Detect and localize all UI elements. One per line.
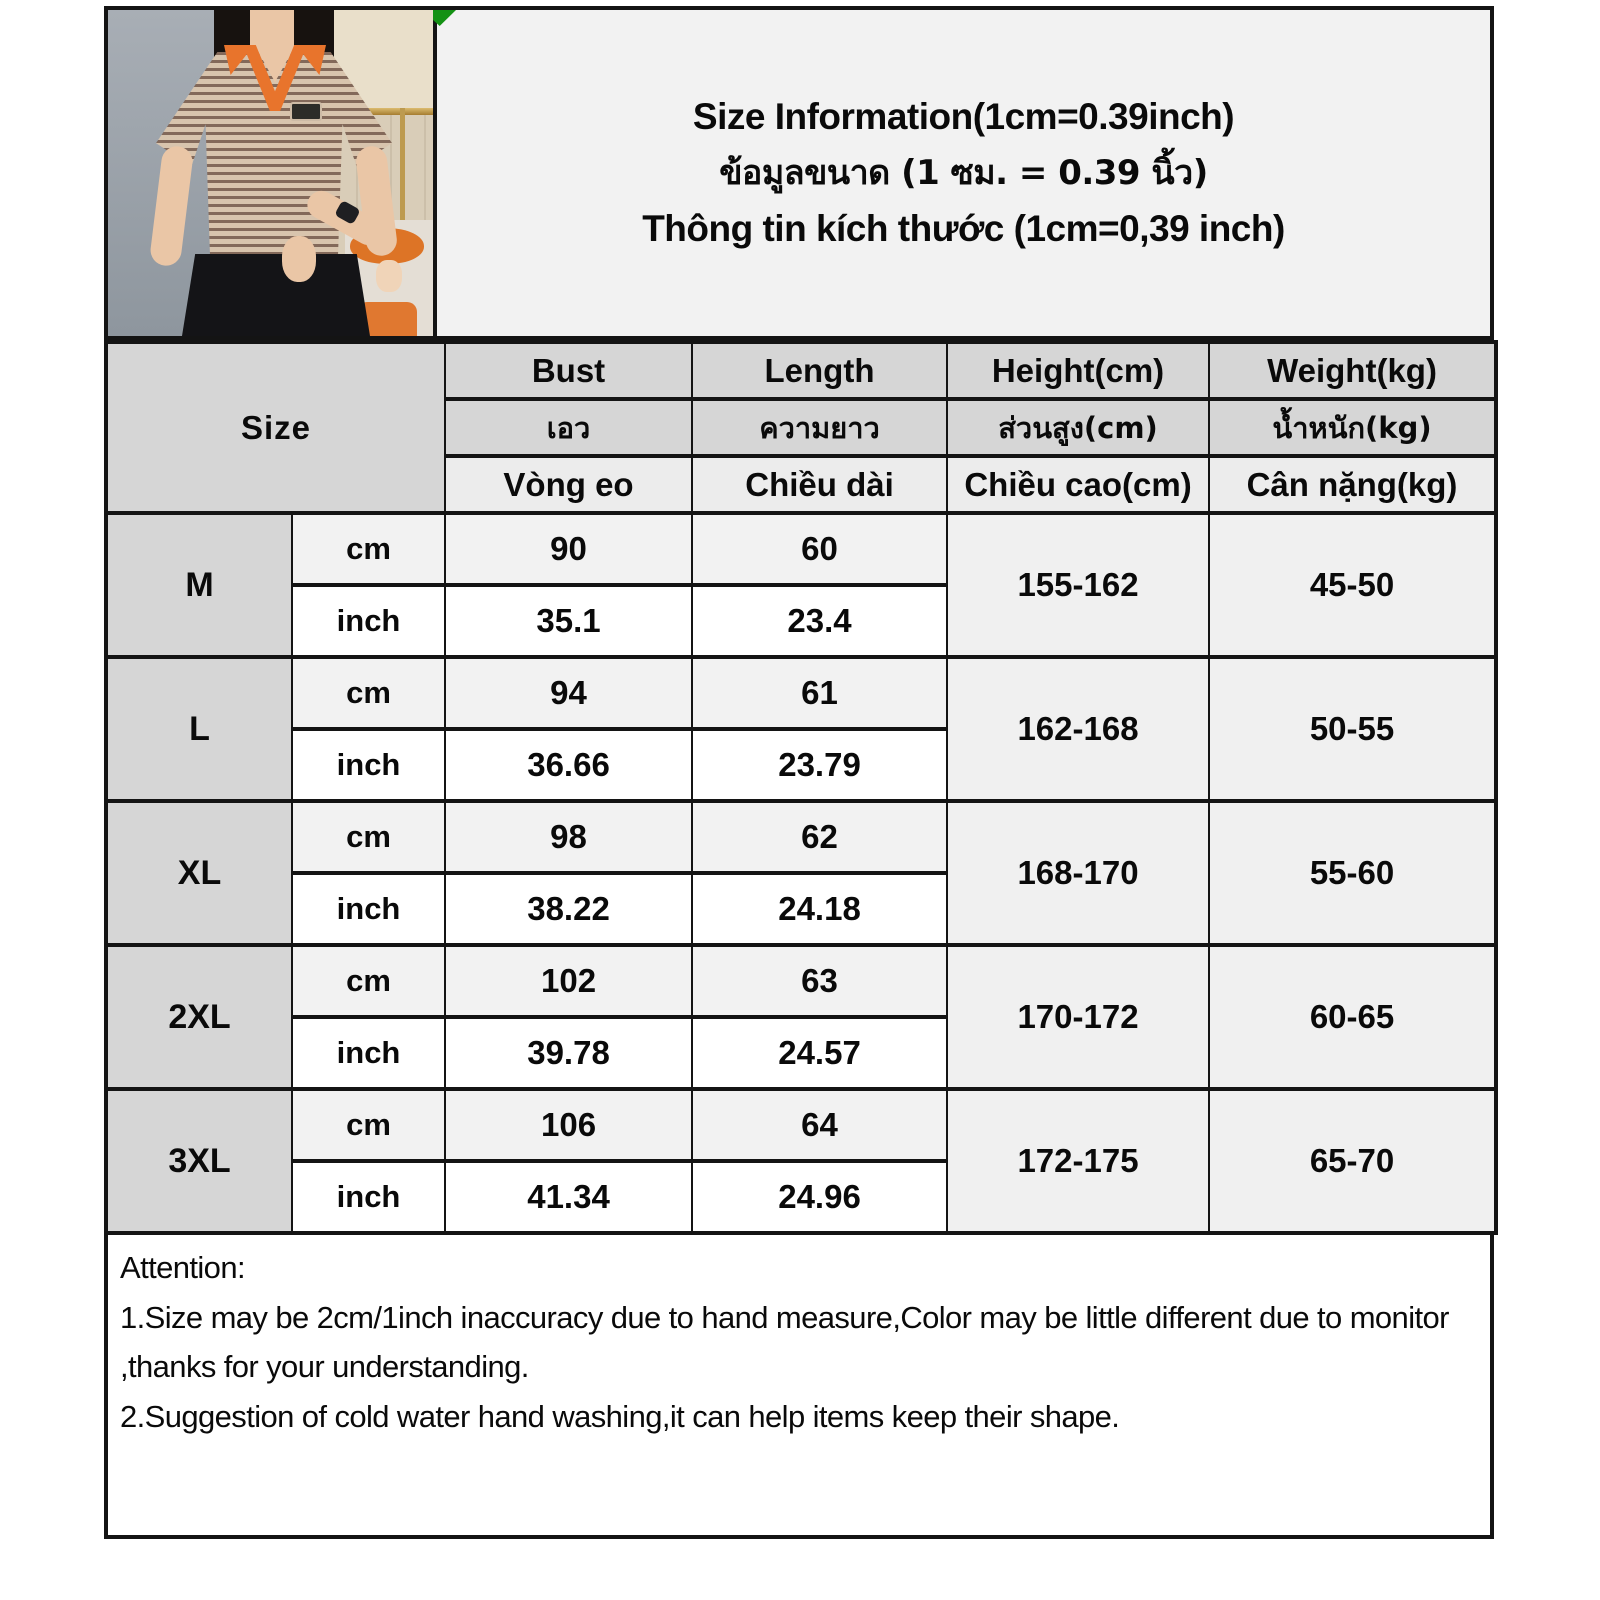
bust-inch: 35.1 bbox=[445, 585, 692, 657]
length-inch: 23.79 bbox=[692, 729, 947, 801]
bust-cm: 94 bbox=[445, 657, 692, 729]
length-inch: 24.96 bbox=[692, 1161, 947, 1233]
bust-cm: 90 bbox=[445, 513, 692, 585]
bust-cm: 98 bbox=[445, 801, 692, 873]
title-vietnamese: Thông tin kích thước (1cm=0,39 inch) bbox=[642, 208, 1285, 249]
table-row bbox=[106, 657, 1496, 729]
length-inch: 23.4 bbox=[692, 585, 947, 657]
weight-range: 65-70 bbox=[1209, 1089, 1496, 1233]
bust-cm: 106 bbox=[445, 1089, 692, 1161]
size-2xl: 2XL bbox=[106, 945, 292, 1089]
length-inch: 24.18 bbox=[692, 873, 947, 945]
unit-inch: inch bbox=[292, 585, 445, 657]
col-weight-vi: Cân nặng(kg) bbox=[1209, 456, 1496, 513]
table-row bbox=[106, 513, 1496, 585]
polo-chest-badge bbox=[290, 102, 322, 121]
col-bust-vi: Vòng eo bbox=[445, 456, 692, 513]
height-range: 168-170 bbox=[947, 801, 1209, 945]
product-photo bbox=[104, 6, 437, 340]
attention-note-1: 1.Size may be 2cm/1inch inaccuracy due to hand measure,Color may be little different due to monitor ,thanks for your understanding. bbox=[120, 1299, 1449, 1385]
table-row bbox=[106, 945, 1496, 1017]
unit-cm: cm bbox=[292, 945, 445, 1017]
height-range: 172-175 bbox=[947, 1089, 1209, 1233]
height-range: 162-168 bbox=[947, 657, 1209, 801]
col-weight-th: น้ำหนัก(kg) bbox=[1209, 399, 1496, 456]
bust-inch: 36.66 bbox=[445, 729, 692, 801]
length-inch: 24.57 bbox=[692, 1017, 947, 1089]
size-xl: XL bbox=[106, 801, 292, 945]
bust-inch: 39.78 bbox=[445, 1017, 692, 1089]
col-height-en: Height(cm) bbox=[947, 342, 1209, 399]
unit-inch: inch bbox=[292, 1161, 445, 1233]
model-hand bbox=[282, 236, 316, 282]
col-height-vi: Chiều cao(cm) bbox=[947, 456, 1209, 513]
title-thai: ข้อมูลขนาด (1 ซม. = 0.39 นิ้ว) bbox=[719, 153, 1208, 193]
height-range: 170-172 bbox=[947, 945, 1209, 1089]
length-cm: 60 bbox=[692, 513, 947, 585]
table-row bbox=[106, 1089, 1496, 1161]
weight-range: 60-65 bbox=[1209, 945, 1496, 1089]
title-english: Size Information(1cm=0.39inch) bbox=[692, 96, 1235, 137]
col-length-en: Length bbox=[692, 342, 947, 399]
weight-range: 55-60 bbox=[1209, 801, 1496, 945]
unit-cm: cm bbox=[292, 1089, 445, 1161]
title-block bbox=[437, 6, 1494, 340]
unit-inch: inch bbox=[292, 873, 445, 945]
bust-inch: 41.34 bbox=[445, 1161, 692, 1233]
length-cm: 61 bbox=[692, 657, 947, 729]
size-table bbox=[104, 340, 1498, 1235]
unit-cm: cm bbox=[292, 657, 445, 729]
unit-cm: cm bbox=[292, 801, 445, 873]
weight-range: 50-55 bbox=[1209, 657, 1496, 801]
bust-inch: 38.22 bbox=[445, 873, 692, 945]
unit-cm: cm bbox=[292, 513, 445, 585]
size-m: M bbox=[106, 513, 292, 657]
unit-inch: inch bbox=[292, 1017, 445, 1089]
col-bust-th: เอว bbox=[445, 399, 692, 456]
photo-gold-trim-vertical bbox=[400, 108, 405, 226]
poster-figure bbox=[376, 260, 402, 292]
weight-range: 45-50 bbox=[1209, 513, 1496, 657]
model-black-skirt bbox=[182, 254, 370, 336]
col-weight-en: Weight(kg) bbox=[1209, 342, 1496, 399]
unit-inch: inch bbox=[292, 729, 445, 801]
col-height-th: ส่วนสูง(cm) bbox=[947, 399, 1209, 456]
attention-note-2: 2.Suggestion of cold water hand washing,it can help items keep their shape. bbox=[120, 1398, 1120, 1434]
length-cm: 64 bbox=[692, 1089, 947, 1161]
header-row-english bbox=[106, 342, 1496, 399]
col-length-th: ความยาว bbox=[692, 399, 947, 456]
attention-heading: Attention: bbox=[120, 1250, 245, 1285]
attention-notes bbox=[104, 1235, 1494, 1539]
bust-cm: 102 bbox=[445, 945, 692, 1017]
size-chart-sheet bbox=[104, 6, 1494, 1539]
length-cm: 63 bbox=[692, 945, 947, 1017]
height-range: 155-162 bbox=[947, 513, 1209, 657]
size-corner-header: Size bbox=[106, 342, 445, 513]
col-bust-en: Bust bbox=[445, 342, 692, 399]
table-row bbox=[106, 801, 1496, 873]
length-cm: 62 bbox=[692, 801, 947, 873]
header-section bbox=[104, 6, 1494, 340]
size-3xl: 3XL bbox=[106, 1089, 292, 1233]
size-l: L bbox=[106, 657, 292, 801]
col-length-vi: Chiều dài bbox=[692, 456, 947, 513]
